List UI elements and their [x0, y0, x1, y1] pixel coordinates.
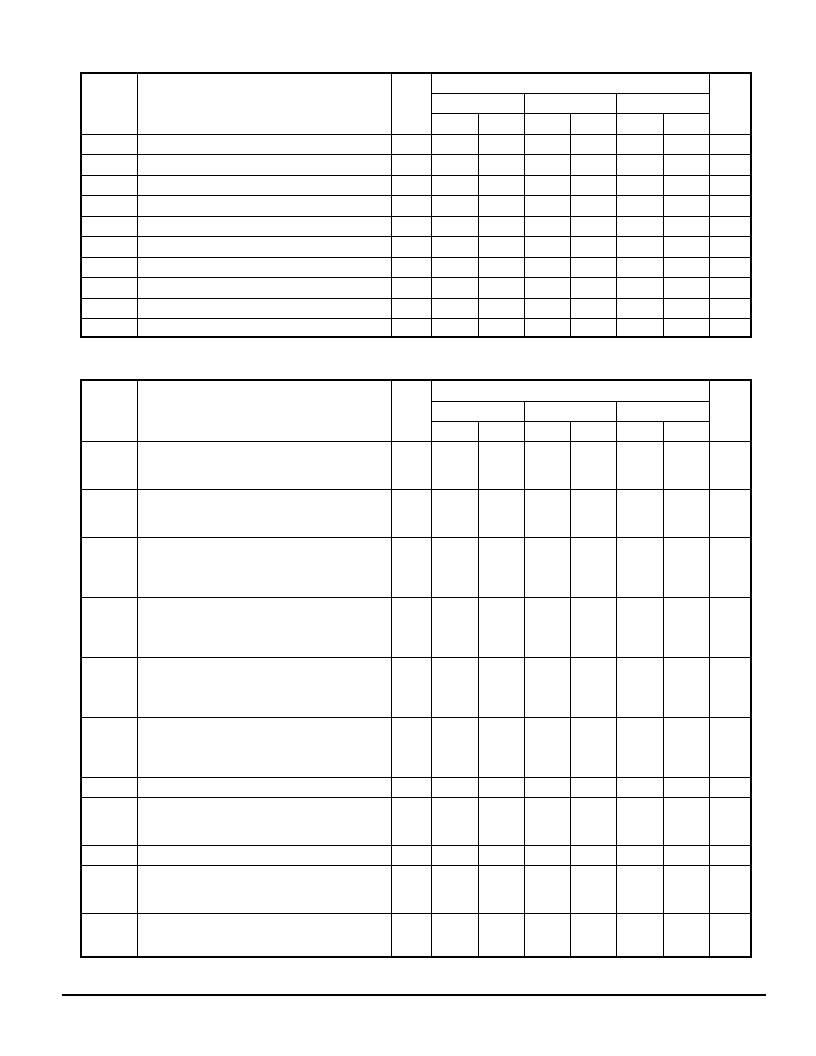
- table-row: [81, 257, 751, 277]
- header-cell: [391, 380, 431, 441]
- table-cell: [81, 236, 137, 257]
- table-cell: [137, 489, 391, 537]
- header-leaf-cell: [431, 421, 478, 441]
- table-cell: [570, 134, 616, 154]
- table-cell: [570, 216, 616, 236]
- header-leaf-cell: [570, 421, 616, 441]
- table-cell: [709, 797, 751, 845]
- table-cell: [431, 777, 478, 797]
- table-cell: [478, 195, 524, 216]
- table-cell: [616, 175, 663, 195]
- table-cell: [709, 489, 751, 537]
- table-cell: [81, 195, 137, 216]
- table-cell: [478, 134, 524, 154]
- table-cell: [478, 216, 524, 236]
- table-cell: [137, 777, 391, 797]
- table-cell: [391, 175, 431, 195]
- table-2-body: [81, 441, 751, 957]
- table-2: [80, 379, 752, 958]
- table-cell: [616, 865, 663, 913]
- table-cell: [616, 441, 663, 489]
- table-cell: [478, 913, 524, 957]
- table-row: [81, 175, 751, 195]
- table-cell: [81, 913, 137, 957]
- table-cell: [616, 777, 663, 797]
- table-cell: [663, 597, 709, 657]
- footer-rule: [62, 994, 766, 996]
- table-cell: [616, 913, 663, 957]
- table-1-body: [81, 134, 751, 337]
- table-cell: [524, 777, 570, 797]
- table-cell: [137, 154, 391, 175]
- table-cell: [478, 845, 524, 865]
- table-cell: [663, 797, 709, 845]
- table-cell: [616, 236, 663, 257]
- table-cell: [431, 441, 478, 489]
- table-cell: [709, 134, 751, 154]
- table-cell: [709, 441, 751, 489]
- header-leaf-cell: [524, 113, 570, 134]
- table-cell: [81, 597, 137, 657]
- table-cell: [663, 845, 709, 865]
- table-cell: [137, 236, 391, 257]
- header-subgroup-cell: [616, 93, 709, 113]
- table-row: [81, 277, 751, 298]
- table-cell: [478, 489, 524, 537]
- table-cell: [137, 257, 391, 277]
- table-cell: [137, 797, 391, 845]
- table-cell: [524, 845, 570, 865]
- table-cell: [431, 216, 478, 236]
- table-cell: [391, 216, 431, 236]
- table-row: [81, 777, 751, 797]
- table-cell: [431, 657, 478, 717]
- table-cell: [391, 845, 431, 865]
- table-cell: [391, 257, 431, 277]
- table-cell: [137, 865, 391, 913]
- table-cell: [81, 134, 137, 154]
- table-cell: [391, 865, 431, 913]
- table-cell: [709, 236, 751, 257]
- table-cell: [431, 537, 478, 597]
- table-cell: [709, 597, 751, 657]
- table-cell: [524, 134, 570, 154]
- header-group-cell: [431, 380, 709, 401]
- table-cell: [524, 489, 570, 537]
- table-cell: [478, 175, 524, 195]
- table-cell: [81, 777, 137, 797]
- table-cell: [709, 154, 751, 175]
- header-leaf-cell: [524, 421, 570, 441]
- table-cell: [478, 597, 524, 657]
- table-cell: [570, 441, 616, 489]
- table-cell: [81, 845, 137, 865]
- table-cell: [524, 318, 570, 337]
- table-row: [81, 154, 751, 175]
- table-cell: [616, 318, 663, 337]
- header-leaf-cell: [431, 113, 478, 134]
- header-subgroup-cell: [524, 93, 616, 113]
- table-cell: [524, 537, 570, 597]
- table-cell: [391, 134, 431, 154]
- table-cell: [137, 657, 391, 717]
- table-cell: [524, 657, 570, 717]
- table-cell: [478, 298, 524, 318]
- table-cell: [709, 865, 751, 913]
- table-cell: [478, 797, 524, 845]
- table-row: [81, 441, 751, 489]
- table-cell: [570, 597, 616, 657]
- table-cell: [570, 318, 616, 337]
- table-cell: [570, 537, 616, 597]
- table-cell: [431, 298, 478, 318]
- table-cell: [478, 717, 524, 777]
- table-cell: [616, 154, 663, 175]
- table-row: [81, 913, 751, 957]
- table-cell: [478, 277, 524, 298]
- table-cell: [663, 777, 709, 797]
- table-cell: [137, 175, 391, 195]
- table-cell: [81, 298, 137, 318]
- table-cell: [524, 175, 570, 195]
- table-cell: [524, 913, 570, 957]
- table-cell: [616, 657, 663, 717]
- header-cell: [81, 73, 137, 134]
- table-cell: [81, 277, 137, 298]
- table-cell: [616, 845, 663, 865]
- table-cell: [81, 489, 137, 537]
- table-cell: [524, 717, 570, 777]
- table-cell: [478, 257, 524, 277]
- table-cell: [81, 441, 137, 489]
- table-cell: [478, 236, 524, 257]
- table-cell: [570, 913, 616, 957]
- header-leaf-cell: [663, 113, 709, 134]
- table-cell: [137, 441, 391, 489]
- table-cell: [137, 216, 391, 236]
- table-cell: [709, 277, 751, 298]
- table-cell: [663, 441, 709, 489]
- table-cell: [137, 134, 391, 154]
- table-cell: [616, 797, 663, 845]
- table-cell: [478, 657, 524, 717]
- table-cell: [478, 441, 524, 489]
- table-cell: [431, 154, 478, 175]
- table-cell: [709, 913, 751, 957]
- table-row: [81, 717, 751, 777]
- header-cell: [137, 73, 391, 134]
- table-cell: [391, 195, 431, 216]
- table-cell: [391, 318, 431, 337]
- header-subgroup-cell: [524, 401, 616, 421]
- table-cell: [391, 797, 431, 845]
- table-cell: [663, 657, 709, 717]
- table-cell: [391, 236, 431, 257]
- header-cell: [391, 73, 431, 134]
- table-cell: [81, 318, 137, 337]
- table-cell: [431, 236, 478, 257]
- header-leaf-cell: [570, 113, 616, 134]
- table-1: [80, 72, 752, 338]
- table-cell: [137, 195, 391, 216]
- table-cell: [616, 597, 663, 657]
- table-cell: [391, 597, 431, 657]
- table-cell: [431, 797, 478, 845]
- table-cell: [663, 154, 709, 175]
- table-cell: [663, 195, 709, 216]
- table-cell: [524, 441, 570, 489]
- table-row: [81, 195, 751, 216]
- table-row: [81, 657, 751, 717]
- table-cell: [137, 845, 391, 865]
- table-row: [81, 865, 751, 913]
- table-cell: [709, 657, 751, 717]
- table-cell: [616, 195, 663, 216]
- table-cell: [663, 717, 709, 777]
- table-cell: [524, 298, 570, 318]
- table-cell: [524, 257, 570, 277]
- header-cell: [709, 380, 751, 441]
- table-cell: [709, 318, 751, 337]
- header-subgroup-cell: [431, 93, 524, 113]
- table-cell: [709, 216, 751, 236]
- table-row: [81, 489, 751, 537]
- table-cell: [709, 777, 751, 797]
- table-cell: [81, 865, 137, 913]
- table-cell: [137, 277, 391, 298]
- table-cell: [81, 797, 137, 845]
- table-cell: [81, 175, 137, 195]
- table-cell: [431, 195, 478, 216]
- header-leaf-cell: [478, 113, 524, 134]
- table-cell: [137, 913, 391, 957]
- table-row: [81, 797, 751, 845]
- table-cell: [663, 257, 709, 277]
- table-cell: [391, 537, 431, 597]
- table-cell: [81, 537, 137, 597]
- table-cell: [709, 298, 751, 318]
- table-row: [81, 236, 751, 257]
- table-cell: [524, 216, 570, 236]
- table-cell: [431, 318, 478, 337]
- table-cell: [570, 175, 616, 195]
- table-cell: [478, 777, 524, 797]
- table-row: [81, 845, 751, 865]
- table-cell: [616, 216, 663, 236]
- table-cell: [431, 913, 478, 957]
- header-cell: [81, 380, 137, 441]
- table-cell: [616, 489, 663, 537]
- table-cell: [524, 277, 570, 298]
- table-cell: [137, 298, 391, 318]
- table-cell: [524, 195, 570, 216]
- table-cell: [663, 298, 709, 318]
- table-cell: [81, 657, 137, 717]
- header-group-cell: [431, 73, 709, 93]
- table-cell: [137, 537, 391, 597]
- table-2-header: [81, 380, 751, 441]
- table-cell: [709, 257, 751, 277]
- table-cell: [391, 489, 431, 537]
- table-cell: [431, 175, 478, 195]
- table-cell: [431, 134, 478, 154]
- table-cell: [616, 257, 663, 277]
- table-cell: [431, 865, 478, 913]
- table-cell: [431, 489, 478, 537]
- table-row: [81, 134, 751, 154]
- table-cell: [616, 134, 663, 154]
- table-cell: [663, 537, 709, 597]
- table-row: [81, 216, 751, 236]
- table-cell: [137, 597, 391, 657]
- table-cell: [391, 441, 431, 489]
- table-cell: [524, 797, 570, 845]
- table-cell: [570, 717, 616, 777]
- table-cell: [616, 277, 663, 298]
- table-cell: [81, 154, 137, 175]
- table-cell: [663, 175, 709, 195]
- table-cell: [570, 298, 616, 318]
- table-cell: [81, 257, 137, 277]
- table-cell: [570, 657, 616, 717]
- table-cell: [616, 298, 663, 318]
- table-cell: [570, 257, 616, 277]
- table-cell: [478, 865, 524, 913]
- header-leaf-cell: [616, 113, 663, 134]
- table-cell: [570, 277, 616, 298]
- table-cell: [663, 318, 709, 337]
- table-cell: [478, 537, 524, 597]
- table-cell: [570, 865, 616, 913]
- table-cell: [81, 216, 137, 236]
- table-cell: [431, 257, 478, 277]
- table-cell: [431, 597, 478, 657]
- table-cell: [570, 777, 616, 797]
- table-cell: [709, 175, 751, 195]
- table-cell: [663, 865, 709, 913]
- table-cell: [137, 717, 391, 777]
- table-cell: [391, 913, 431, 957]
- table-cell: [524, 154, 570, 175]
- table-cell: [570, 845, 616, 865]
- table-row: [81, 597, 751, 657]
- table-cell: [663, 134, 709, 154]
- table-cell: [391, 777, 431, 797]
- table-1-header: [81, 73, 751, 134]
- table-cell: [570, 154, 616, 175]
- table-cell: [570, 236, 616, 257]
- table-cell: [431, 717, 478, 777]
- table-cell: [570, 797, 616, 845]
- header-cell: [137, 380, 391, 441]
- table-cell: [663, 489, 709, 537]
- table-cell: [570, 195, 616, 216]
- table-row: [81, 318, 751, 337]
- table-cell: [570, 489, 616, 537]
- table-row: [81, 537, 751, 597]
- header-cell: [709, 73, 751, 134]
- table-row: [81, 298, 751, 318]
- table-cell: [391, 154, 431, 175]
- header-leaf-cell: [616, 421, 663, 441]
- table-cell: [137, 318, 391, 337]
- table-cell: [478, 318, 524, 337]
- table-cell: [391, 717, 431, 777]
- header-leaf-cell: [663, 421, 709, 441]
- table-cell: [431, 277, 478, 298]
- table-cell: [81, 717, 137, 777]
- header-subgroup-cell: [431, 401, 524, 421]
- table-cell: [391, 277, 431, 298]
- table-cell: [524, 597, 570, 657]
- table-cell: [524, 236, 570, 257]
- table-cell: [709, 717, 751, 777]
- table-cell: [616, 717, 663, 777]
- table-cell: [663, 277, 709, 298]
- table-cell: [616, 537, 663, 597]
- table-cell: [709, 195, 751, 216]
- table-cell: [431, 845, 478, 865]
- table-cell: [709, 845, 751, 865]
- table-cell: [524, 865, 570, 913]
- table-cell: [663, 913, 709, 957]
- header-subgroup-cell: [616, 401, 709, 421]
- header-leaf-cell: [478, 421, 524, 441]
- table-cell: [391, 657, 431, 717]
- table-cell: [663, 236, 709, 257]
- table-cell: [709, 537, 751, 597]
- table-cell: [663, 216, 709, 236]
- table-cell: [478, 154, 524, 175]
- table-cell: [391, 298, 431, 318]
